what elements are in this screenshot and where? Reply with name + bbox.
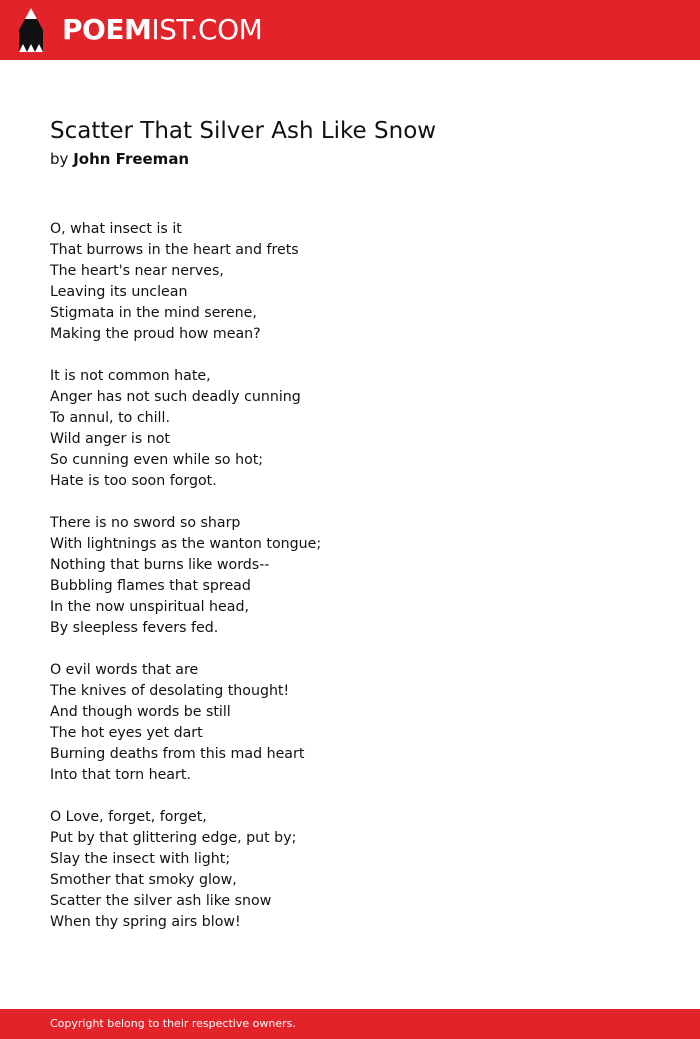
poem-line: That burrows in the heart and frets xyxy=(50,242,299,258)
poem-line: So cunning even while so hot; xyxy=(50,452,264,468)
poem-line: Burning deaths from this mad heart xyxy=(50,746,305,762)
poem-line: The heart's near nerves, xyxy=(50,263,224,279)
stanza xyxy=(50,513,650,639)
stanza xyxy=(50,219,650,345)
pencil-tip-icon xyxy=(18,8,44,52)
poem-line: Into that torn heart. xyxy=(50,767,191,783)
header-bar xyxy=(0,0,700,60)
poem-line: The hot eyes yet dart xyxy=(50,725,203,741)
poem-line: By sleepless fevers fed. xyxy=(50,620,219,636)
poem-line: O, what insect is it xyxy=(50,221,182,237)
logo-text-light: IST.COM xyxy=(151,13,263,46)
poem-line: Stigmata in the mind serene, xyxy=(50,305,257,321)
poem-line: With lightnings as the wanton tongue; xyxy=(50,536,322,552)
poem-body xyxy=(50,219,650,954)
poem-line: O evil words that are xyxy=(50,662,199,678)
poem-line: The knives of desolating thought! xyxy=(50,683,290,699)
poem-line: There is no sword so sharp xyxy=(50,515,241,531)
by-label: by xyxy=(50,150,69,168)
poem-line: Anger has not such deadly cunning xyxy=(50,389,301,405)
poem-line: O Love, forget, forget, xyxy=(50,809,207,825)
site-logo[interactable] xyxy=(62,12,262,48)
poem-line: Wild anger is not xyxy=(50,431,170,447)
poem-line: Put by that glittering edge, put by; xyxy=(50,830,297,846)
stanza xyxy=(50,660,650,786)
poem-line: Nothing that burns like words-- xyxy=(50,557,270,573)
footer-bar xyxy=(0,1009,700,1039)
poem-line: In the now unspiritual head, xyxy=(50,599,249,615)
byline xyxy=(50,148,189,170)
poem-line: Scatter the silver ash like snow xyxy=(50,893,272,909)
poem-title: Scatter That Silver Ash Like Snow xyxy=(50,118,437,144)
author-name: John Freeman xyxy=(73,150,190,168)
poem-line: Making the proud how mean? xyxy=(50,326,261,342)
poem-line: It is not common hate, xyxy=(50,368,211,384)
poem-line: Smother that smoky glow, xyxy=(50,872,237,888)
copyright-text: Copyright belong to their respective owners. xyxy=(50,1017,296,1030)
stanza xyxy=(50,807,650,933)
poem-line: To annul, to chill. xyxy=(50,410,170,426)
stanza xyxy=(50,366,650,492)
poem-line: Hate is too soon forgot. xyxy=(50,473,217,489)
poem-line: And though words be still xyxy=(50,704,231,720)
poem-line: Leaving its unclean xyxy=(50,284,188,300)
logo-text-bold: POEM xyxy=(62,13,152,46)
poem-line: When thy spring airs blow! xyxy=(50,914,241,930)
poem-line: Slay the insect with light; xyxy=(50,851,231,867)
poem-line: Bubbling flames that spread xyxy=(50,578,251,594)
